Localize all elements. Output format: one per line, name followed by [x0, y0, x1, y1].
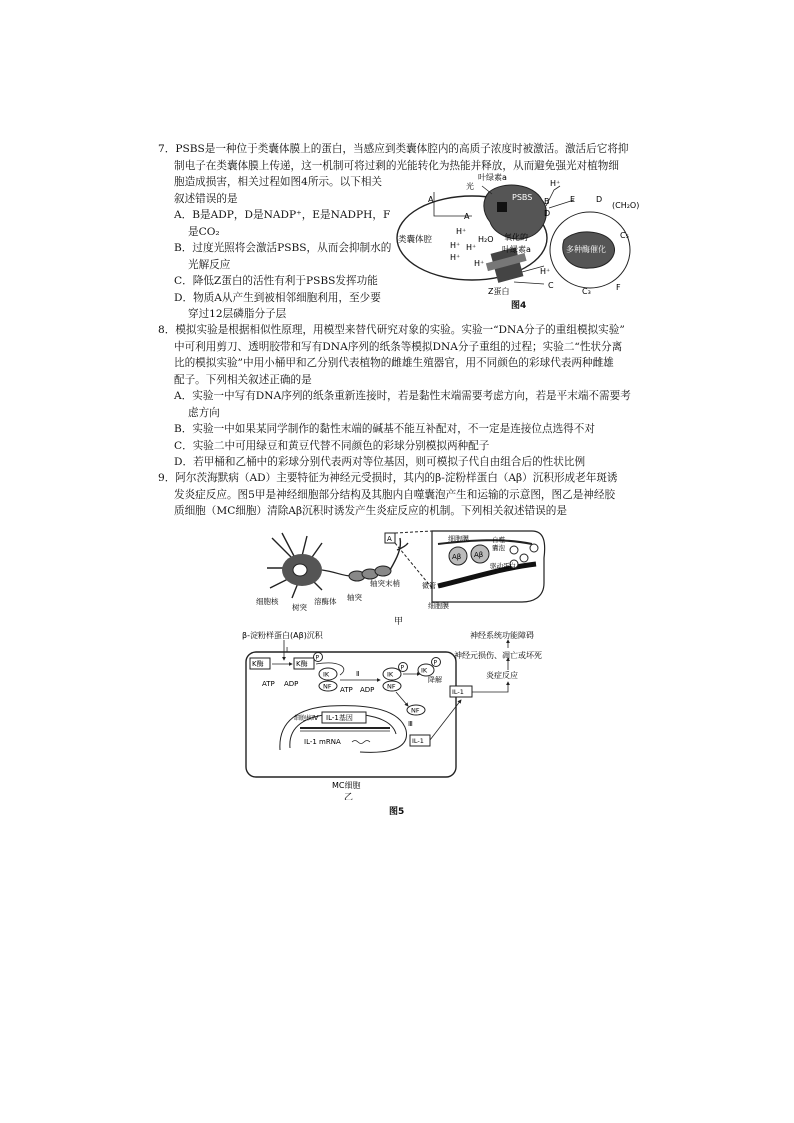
figure-4-caption: 图4 [511, 301, 527, 311]
fig4-z-label: Z蛋白 [488, 287, 510, 296]
fig4-chla-label: 叶绿素a [478, 173, 507, 182]
jia-axon: 轴突 [347, 593, 362, 602]
yi-nucleus-label: 细胞核 [294, 715, 313, 722]
jia-autophagy: 自噬 [492, 536, 505, 544]
q7-stem-line4: 叙述错误的是 [174, 192, 238, 205]
nucleus [293, 564, 307, 576]
fig4-c5-label: C₅ [620, 231, 629, 240]
fig4-c-label: C [548, 281, 554, 290]
yi-mc-label: MC细胞 [332, 781, 361, 790]
q8-option-d: D．若甲桶和乙桶中的彩球分别代表两对等位基因，则可模拟子代自由组合后的性状比例 [174, 456, 586, 468]
yi-nf-3: NF [411, 706, 420, 715]
q8-option-b: B．实验一中如果某同学制作的黏性末端的碱基不能互补配对，不一定是连接位点选得不对 [174, 423, 595, 435]
q8-stem-line4: 配子。下列相关叙述正确的是 [174, 373, 312, 386]
jia-motor: 驱动蛋白 [490, 562, 516, 570]
fig4-a-label-top: A [428, 195, 434, 204]
q8-stem-line1: 8．模拟实验是根据相似性原理，用模型来替代研究对象的实验。实验一“DNA分子的重组模拟实验” [158, 324, 625, 336]
q7-stem-line3: 胞造成损害，相关过程如图4所示。以下相关 [174, 176, 383, 188]
jia-abeta-2: Aβ [474, 551, 484, 559]
fig4-h2o-label: H₂O [478, 235, 494, 244]
yi-adp-1: ADP [284, 680, 299, 688]
q7-stem-line2: 制电子在类囊体膜上传递，这一机制可将过剩的光能转化为热能并释放，从而避免强光对植物细 [174, 159, 619, 172]
q9-stem-line3: 质细胞（MC细胞）清除Aβ沉积时诱发产生炎症反应的机制。下列相关叙述错误的是 [174, 505, 567, 517]
fig4-f-label: F [616, 283, 621, 292]
q8-option-a: A．实验一中写有DNA序列的纸条重新连接时，若是黏性末端需要考虑方向，若是平末端不需要考 [174, 390, 631, 402]
yi-il1-outer: IL-1 [452, 688, 464, 696]
yi-p-3: P [433, 659, 438, 667]
jia-nucleus: 细胞核 [256, 597, 279, 606]
fig4-hplus-4: H⁺ [450, 253, 461, 262]
jia-abeta-1: Aβ [452, 553, 462, 561]
jia-membrane-bot: 细胞膜 [428, 602, 449, 610]
q7-option-a-cont: 是CO₂ [188, 225, 220, 238]
figure-5-jia [252, 528, 552, 628]
yi-step2: Ⅱ [356, 670, 360, 678]
fig4-light-label: 光 [466, 182, 474, 191]
yi-nf-2: NF [387, 682, 396, 691]
fig4-c3-label: C₃ [582, 287, 591, 296]
figure-4-diagram [394, 172, 644, 307]
q9-stem-line1: 9．阿尔茨海默病（AD）主要特征为神经元受损时，其内的β-淀粉样蛋白（Aβ）沉积形成老年斑诱 [158, 472, 618, 484]
fig4-hplus-right: H⁺ [540, 267, 551, 276]
fig4-chla2-label: 叶绿素a [502, 245, 531, 254]
jia-terminal: 轴突末梢 [370, 579, 400, 588]
q9-stem-line2: 发炎症反应。图5甲是神经细胞部分结构及其胞内自噬囊泡产生和运输的示意图，图乙是神经胶 [174, 488, 616, 501]
q7-option-d: D．物质A从产生到被相邻细胞利用，至少要 [174, 291, 381, 304]
fig4-oxidized-label: 氧化的 [504, 233, 528, 242]
fig4-hplus-3: H⁺ [466, 243, 477, 252]
q7-option-b-cont: 光解反应 [188, 258, 231, 271]
yi-adp-2: ADP [360, 686, 375, 694]
yi-step4: Ⅳ [312, 714, 319, 722]
yi-step1: I [286, 646, 289, 654]
jia-dendrite: 树突 [292, 603, 307, 612]
q8-stem-line3: 比的模拟实验”中用小桶甲和乙分别代表植物的雌雄生殖器官，用不同颜色的彩球代表两种雌雄 [174, 357, 614, 369]
yi-kenzyme-1: K酶 [252, 660, 264, 668]
yi-nf-1: NF [323, 682, 332, 691]
yi-damage: 神经元损伤、凋亡或坏死 [454, 651, 542, 660]
fig4-hplus-5: H⁺ [474, 259, 485, 268]
yi-disorder: 神经系统功能障碍 [470, 631, 534, 640]
q7-stem-line1: 7．PSBS是一种位于类囊体膜上的蛋白，当感应到类囊体腔内的高质子浓度时被激活。激活后它将抑 [158, 143, 629, 155]
q8-option-c: C．实验二中可用绿豆和黄豆代替不同颜色的彩球分别模拟两种配子 [174, 439, 490, 452]
jia-vesicle: 囊泡 [492, 544, 505, 552]
yi-ik-1: IK [323, 670, 330, 679]
question-9 [158, 470, 643, 520]
yi-ik-3: IK [421, 666, 428, 675]
yi-ik-2: IK [387, 670, 394, 679]
yi-mrna: IL-1 mRNA [304, 738, 341, 746]
jia-lysosome: 溶酶体 [314, 597, 337, 606]
yi-atp-1: ATP [262, 680, 275, 688]
question-8 [158, 322, 643, 471]
fig4-psbs-label: PSBS [512, 193, 533, 202]
yi-p-1: P [315, 654, 320, 662]
yi-step3: Ⅲ [408, 720, 413, 728]
q8-stem-line2: 中可利用剪刀、透明胶带和写有DNA序列的纸条等模拟DNA分子重组的过程；实验二“性状分离 [174, 340, 623, 353]
q8-option-a-cont: 虑方向 [188, 406, 220, 419]
q7-option-a: A．B是ADP，D是NADP⁺，E是NADPH，F [174, 209, 391, 221]
q7-option-c: C．降低Z蛋白的活性有利于PSBS发挥功能 [174, 275, 378, 287]
yi-atp-2: ATP [340, 686, 353, 694]
yi-p-2: P [400, 664, 405, 672]
jia-membrane-top: 细胞膜 [448, 535, 469, 543]
q7-option-d-cont: 穿过12层磷脂分子层 [188, 308, 287, 320]
jia-title: 甲 [394, 617, 404, 627]
yi-il1gene: IL-1基因 [326, 714, 353, 722]
fig4-d2-label: D [596, 195, 603, 204]
fig4-b-label: B [544, 197, 550, 206]
fig4-hplus-1: H⁺ [456, 227, 467, 236]
yi-il1-inner: IL-1 [412, 737, 424, 745]
figure-5-yi [240, 630, 580, 800]
yi-degrade: 降解 [428, 676, 442, 684]
fig4-hplus-2: H⁺ [450, 241, 461, 250]
yi-title: 乙 [344, 793, 354, 800]
jia-microtubule: 微管 [422, 582, 436, 590]
yi-kenzyme-2: K酶 [296, 660, 308, 668]
yi-inflammation: 炎症反应 [486, 671, 518, 680]
yi-deposit: β-淀粉样蛋白(Aβ)沉积 [242, 631, 323, 640]
fig4-e-label: E [570, 195, 576, 204]
fig4-d-label: D [544, 209, 551, 218]
fig4-lumen-label: 类囊体腔 [398, 235, 433, 245]
fig4-ch2o-label: (CH₂O) [612, 201, 640, 210]
jia-box-label: A [387, 535, 392, 543]
fig4-a-label: A [464, 212, 470, 221]
figure-5-caption: 图5 [389, 807, 405, 817]
q7-option-b: B．过度光照将会激活PSBS，从而会抑制水的 [174, 242, 392, 254]
fig4-enzyme-label: 多种酶催化 [566, 245, 606, 254]
fig4-hplus-top: H⁺ [550, 179, 561, 188]
